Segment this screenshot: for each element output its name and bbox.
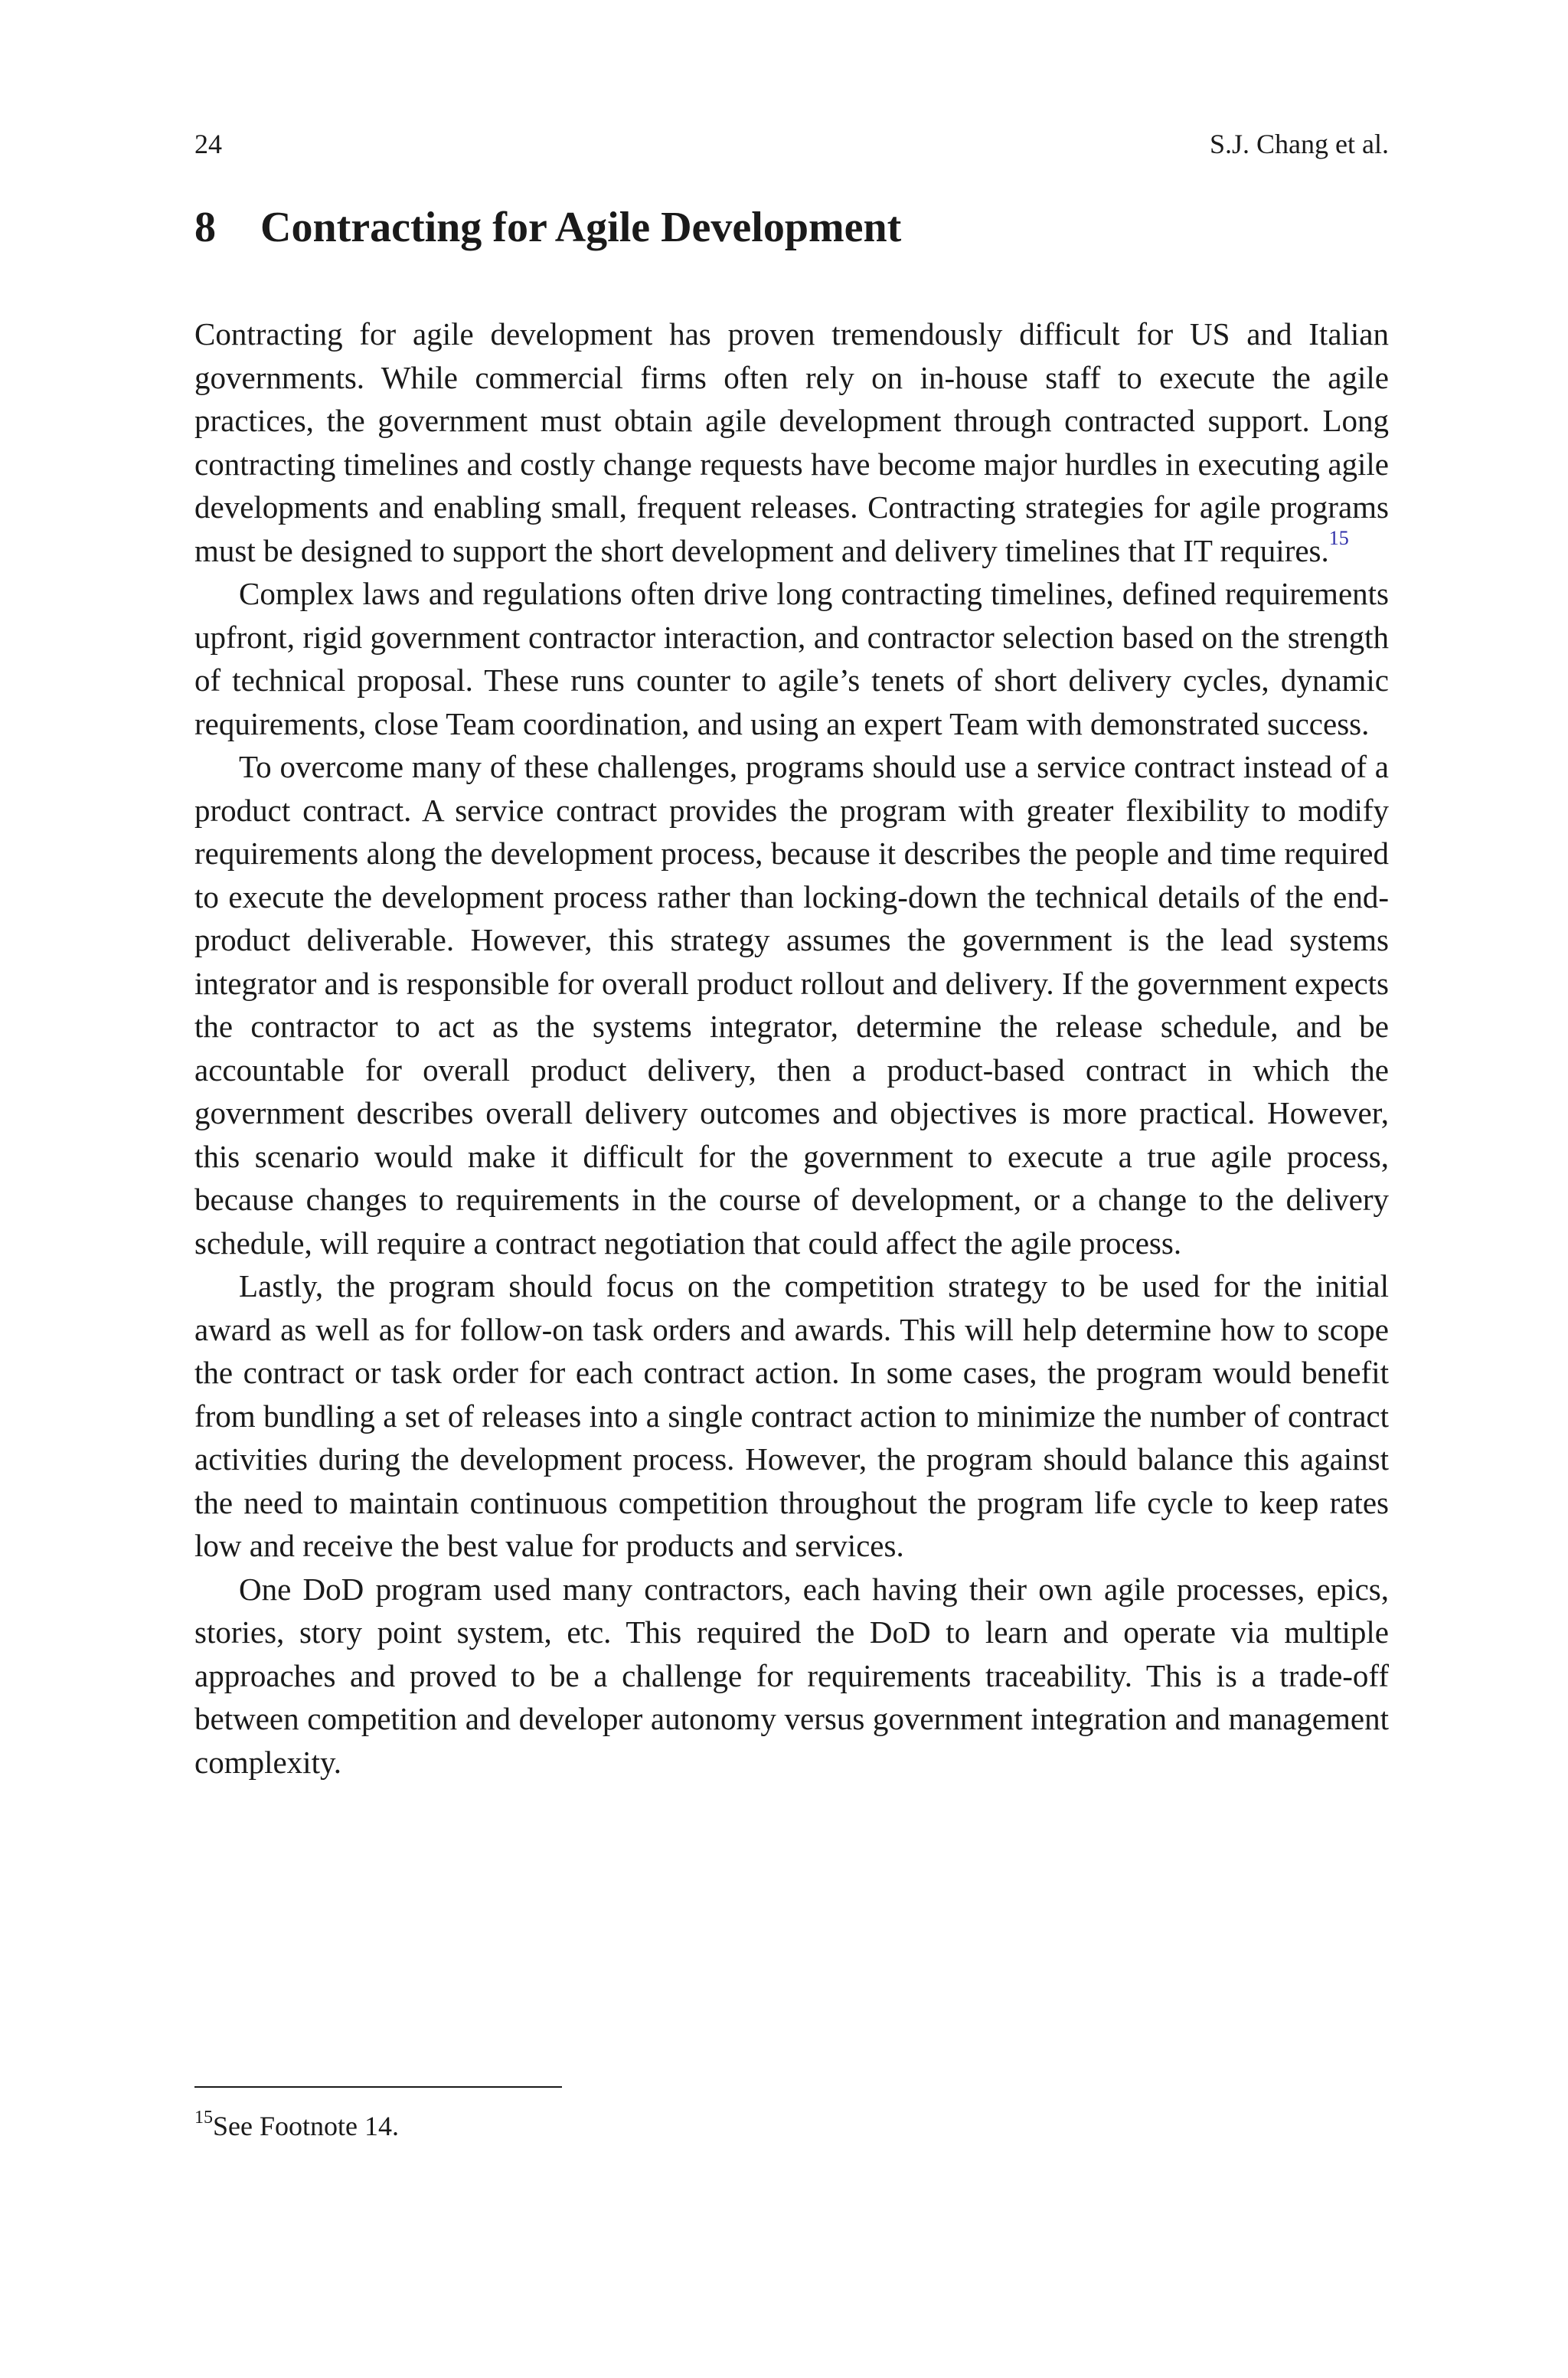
page-number: 24 [194,129,222,159]
section-number: 8 [194,204,216,251]
section-title: Contracting for Agile Development [260,204,902,251]
paragraph-3-text: To overcome many of these challenges, programs should use a service contract instead of a product contract. A service contract provides the program with greater flexibility to modify requirements along the development process, because it describes the people and time required to execute the development process rather than locking-down the technical details of the end-product deliverable. However, this strategy assumes the government is the lead systems integrator and is responsible for overall product rollout and delivery. If the government expects the contractor to act as the systems integrator, determine the release schedule, and be accountable for overall product delivery, then a product-based contract in which the government describes overall delivery outcomes and objectives is more practical. However, this scenario would make it difficult for the government to execute a true agile process, because changes to requirements in the course of development, or a change to the delivery schedule, will require a contract negotiation that could affect the agile process. [194,749,1389,1261]
page-header [194,127,1389,161]
running-head: S.J. Chang et al. [1210,129,1389,159]
paragraph-2 [194,572,1389,745]
paragraph-4-text: Lastly, the program should focus on the competition strategy to be used for the initial award as well as for follow-on task orders and awards. This will help determine how to scope the contract or task order for each contract action. In some cases, the program would benefit from bundling a set of releases into a single contract action to minimize the number of contract activities during the development process. However, the program should balance this against the need to maintain continuous competition throughout the program life cycle to keep rates low and receive the best value for products and services. [194,1268,1389,1563]
footnote-divider [194,2086,562,2088]
body-text [194,312,1389,1784]
paragraph-5 [194,1568,1389,1784]
paragraph-1-text: Contracting for agile development has proven tremendously difficult for US and Italian governments. While commercial firms often rely on in-house staff to execute the agile practices, the government must obtain agile development through contracted support. Long contracting timelines and costly change requests have become major hurdles in executing agile developments and enabling small, frequent releases. Contracting strategies for agile programs must be designed to support the short development and delivery timelines that IT requires. [194,316,1389,568]
paragraph-4 [194,1264,1389,1568]
paragraph-2-text: Complex laws and regulations often drive long contracting timelines, defined requirements upfront, rigid government contractor interaction, and contractor selection based on the strength of technical proposal. These runs counter to agile’s tenets of short delivery cycles, dynamic requirements, close Team coordination, and using an expert Team with demonstrated success. [194,576,1389,741]
paragraph-3 [194,745,1389,1264]
footnote-text: See Footnote 14. [213,2111,399,2141]
paragraph-5-text: One DoD program used many contractors, each having their own agile processes, epics, stories, story point system, etc. This required the DoD to learn and operate via multiple approaches and proved to be a challenge for requirements traceability. This is a trade-off between competition and developer autonomy versus government integration and management complexity. [194,1571,1389,1780]
footnote-mark: 15 [194,2108,213,2128]
section-heading [194,201,1389,254]
footnote-reference-link[interactable]: 15 [1328,526,1349,549]
paragraph-1 [194,312,1389,572]
footnote [194,2108,1389,2144]
